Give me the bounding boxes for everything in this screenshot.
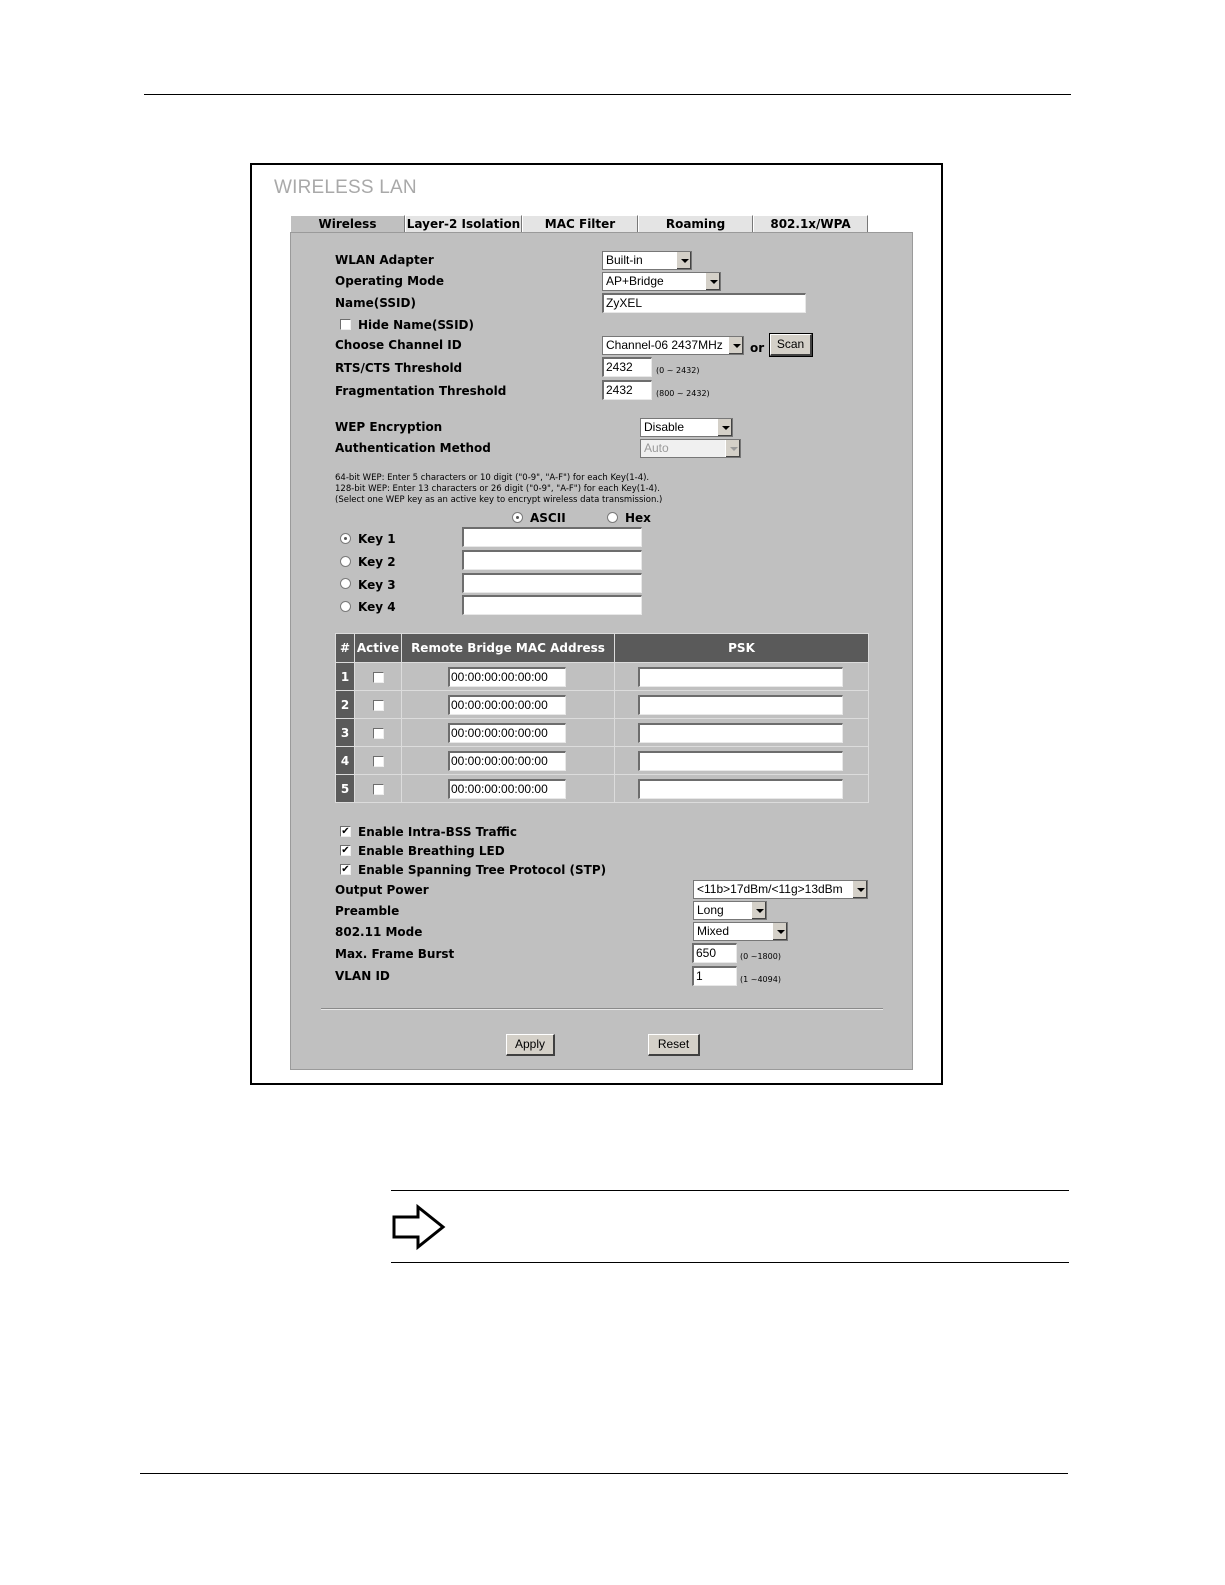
table-row	[336, 691, 869, 719]
wep-encryption-value: Disable	[644, 420, 685, 434]
chevron-down-icon	[717, 419, 732, 436]
active-cell	[355, 747, 402, 775]
mac-input[interactable]: 00:00:00:00:00:00	[448, 667, 566, 687]
table-row	[336, 775, 869, 803]
mode-80211-select[interactable]	[693, 922, 788, 941]
table-row	[336, 747, 869, 775]
rts-cts-range: (0 ~ 2432)	[656, 366, 700, 375]
hex-radio[interactable]	[607, 512, 618, 523]
operating-mode-value: AP+Bridge	[606, 274, 664, 288]
channel-label: Choose Channel ID	[335, 338, 462, 352]
mac-input[interactable]: 00:00:00:00:00:00	[448, 723, 566, 743]
mac-cell	[402, 719, 615, 747]
mac-input[interactable]: 00:00:00:00:00:00	[448, 779, 566, 799]
rts-cts-label: RTS/CTS Threshold	[335, 361, 463, 375]
active-cell	[355, 691, 402, 719]
active-cell	[355, 663, 402, 691]
col-active-header: Active	[355, 634, 402, 663]
vlan-id-input[interactable]: 1	[692, 966, 737, 986]
active-checkbox[interactable]	[373, 756, 384, 767]
preamble-select[interactable]	[693, 901, 767, 920]
preamble-label: Preamble	[335, 904, 400, 918]
wep-note-64bit: 64-bit WEP: Enter 5 characters or 10 digit ("0-9", "A-F") for each Key(1-4).	[335, 473, 650, 483]
footer-rule	[140, 1473, 1068, 1474]
apply-button[interactable]: Apply	[506, 1034, 555, 1056]
stp-checkbox[interactable]: ✔	[341, 864, 350, 875]
tab-wireless[interactable]: Wireless	[290, 215, 405, 232]
active-checkbox[interactable]	[373, 700, 384, 711]
tab-mac-filter[interactable]: MAC Filter	[522, 215, 638, 232]
chevron-down-icon	[676, 252, 691, 269]
vlan-id-label: VLAN ID	[335, 969, 390, 983]
key3-input[interactable]	[462, 573, 642, 593]
row-number: 3	[336, 719, 355, 747]
wep-note-select: (Select one WEP key as an active key to encrypt wireless data transmission.)	[335, 495, 663, 505]
key2-input[interactable]	[462, 550, 642, 570]
psk-input[interactable]	[638, 751, 843, 771]
channel-value: Channel-06 2437MHz	[606, 338, 723, 352]
row-number: 5	[336, 775, 355, 803]
key1-radio[interactable]	[340, 533, 351, 544]
psk-cell	[615, 663, 869, 691]
chevron-down-icon	[728, 337, 743, 354]
psk-input[interactable]	[638, 779, 843, 799]
key3-radio[interactable]	[340, 578, 351, 589]
psk-input[interactable]	[638, 667, 843, 687]
wep-note-128bit: 128-bit WEP: Enter 13 characters or 26 digit ("0-9", "A-F") for each Key(1-4).	[335, 484, 660, 494]
wlan-adapter-select[interactable]	[602, 251, 692, 270]
psk-cell	[615, 747, 869, 775]
col-psk-header: PSK	[615, 634, 869, 663]
mac-cell	[402, 747, 615, 775]
col-mac-header: Remote Bridge MAC Address	[402, 634, 615, 663]
note-callout	[391, 1190, 1069, 1263]
output-power-label: Output Power	[335, 883, 429, 897]
tab-8021x-wpa[interactable]: 802.1x/WPA	[753, 215, 868, 232]
key4-radio[interactable]	[340, 601, 351, 612]
active-checkbox[interactable]	[373, 728, 384, 739]
key1-input[interactable]	[462, 527, 642, 547]
rts-cts-input[interactable]: 2432	[602, 357, 652, 377]
frame-burst-label: Max. Frame Burst	[335, 947, 455, 961]
channel-or-text: or	[750, 341, 765, 355]
mac-cell	[402, 691, 615, 719]
wireless-panel	[290, 232, 913, 1070]
operating-mode-select[interactable]	[602, 272, 721, 291]
key2-radio[interactable]	[340, 556, 351, 567]
ascii-radio[interactable]	[512, 512, 523, 523]
wlan-adapter-value: Built-in	[606, 253, 643, 267]
hex-label: Hex	[625, 511, 651, 525]
table-row	[336, 719, 869, 747]
mac-input[interactable]: 00:00:00:00:00:00	[448, 695, 566, 715]
tab-roaming[interactable]: Roaming	[638, 215, 753, 232]
key4-label: Key 4	[358, 600, 396, 614]
tab-layer2-isolation[interactable]: Layer-2 Isolation	[406, 217, 521, 231]
output-power-value: <11b>17dBm/<11g>13dBm	[697, 882, 843, 896]
vlan-id-range: (1 ~4094)	[740, 975, 781, 984]
fragmentation-label: Fragmentation Threshold	[335, 384, 507, 398]
operating-mode-label: Operating Mode	[335, 274, 445, 288]
active-checkbox[interactable]	[373, 784, 384, 795]
frame-burst-range: (0 ~1800)	[740, 952, 781, 961]
ssid-label: Name(SSID)	[335, 296, 416, 310]
screenshot-frame	[250, 163, 943, 1085]
preamble-value: Long	[697, 903, 724, 917]
auth-method-label: Authentication Method	[335, 441, 491, 455]
output-power-select[interactable]	[693, 880, 868, 899]
key3-label: Key 3	[358, 578, 396, 592]
header-rule	[144, 94, 1071, 95]
active-checkbox[interactable]	[373, 672, 384, 683]
mode-80211-label: 802.11 Mode	[335, 925, 423, 939]
chevron-down-icon	[705, 273, 720, 290]
ascii-label: ASCII	[530, 511, 566, 525]
stp-label: Enable Spanning Tree Protocol (STP)	[358, 863, 607, 877]
psk-input[interactable]	[638, 695, 843, 715]
wlan-adapter-label: WLAN Adapter	[335, 253, 434, 267]
mode-80211-value: Mixed	[697, 924, 730, 938]
hide-ssid-label: Hide Name(SSID)	[358, 318, 474, 332]
remote-bridge-table	[335, 633, 869, 803]
key4-input[interactable]	[462, 595, 642, 615]
hide-ssid-checkbox[interactable]	[340, 319, 351, 330]
page-title: WIRELESS LAN	[274, 177, 417, 198]
mac-cell	[402, 775, 615, 803]
intra-bss-checkbox[interactable]: ✔	[341, 826, 350, 837]
row-number: 1	[336, 663, 355, 691]
fragmentation-input[interactable]: 2432	[602, 380, 652, 400]
psk-input[interactable]	[638, 723, 843, 743]
auth-method-select[interactable]	[640, 439, 741, 458]
ssid-input[interactable]: ZyXEL	[602, 293, 806, 313]
table-header-row	[336, 634, 869, 663]
active-cell	[355, 719, 402, 747]
active-cell	[355, 775, 402, 803]
row-number: 2	[336, 691, 355, 719]
breathing-led-label: Enable Breathing LED	[358, 844, 505, 858]
chevron-down-icon	[852, 881, 867, 898]
wep-encryption-label: WEP Encryption	[335, 420, 443, 434]
mac-cell	[402, 663, 615, 691]
row-number: 4	[336, 747, 355, 775]
chevron-down-icon	[772, 923, 787, 940]
mac-input[interactable]: 00:00:00:00:00:00	[448, 751, 566, 771]
reset-button[interactable]: Reset	[648, 1034, 700, 1056]
key1-label: Key 1	[358, 532, 396, 546]
frame-burst-input[interactable]: 650	[692, 943, 737, 963]
chevron-down-icon	[751, 902, 766, 919]
intra-bss-label: Enable Intra-BSS Traffic	[358, 825, 518, 839]
key2-label: Key 2	[358, 555, 396, 569]
psk-cell	[615, 775, 869, 803]
psk-cell	[615, 719, 869, 747]
auth-method-value: Auto	[644, 441, 669, 455]
channel-select[interactable]	[602, 336, 744, 355]
table-row	[336, 663, 869, 691]
wep-encryption-select[interactable]	[640, 418, 733, 437]
col-num-header: #	[336, 634, 355, 663]
psk-cell	[615, 691, 869, 719]
fragmentation-range: (800 ~ 2432)	[656, 389, 710, 398]
right-arrow-icon	[391, 1203, 447, 1251]
scan-button[interactable]: Scan	[770, 334, 812, 356]
chevron-down-icon	[725, 440, 740, 457]
section-divider	[321, 1008, 883, 1010]
breathing-led-checkbox[interactable]: ✔	[341, 845, 350, 856]
